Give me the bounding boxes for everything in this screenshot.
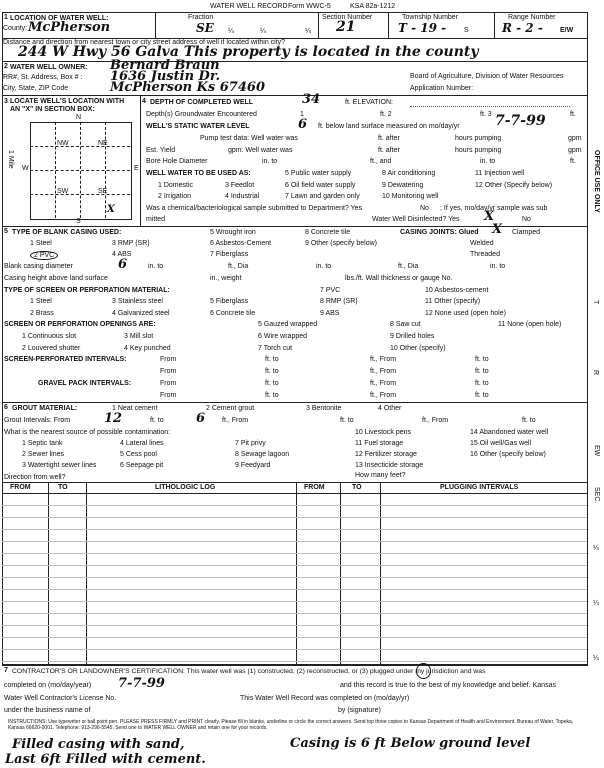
diameter-ft-dia: ft., Dia [228,263,249,270]
screen-asbestos[interactable]: 10 Asbestos-cement [425,287,489,294]
application-number[interactable]: Application Number: [410,85,474,92]
diameter-in-to: in. to [148,263,164,270]
disinfected-mark[interactable]: X [484,209,495,224]
gravel-to-2: ft. to [265,392,279,399]
note-left-2: Last 6ft Filled with cement. [5,752,206,767]
log-row-line [2,577,587,578]
casing-asbestos[interactable]: 6 Asbestos-Cement [210,240,272,247]
direction-label: Direction from well? [4,474,66,481]
range-label: Range Number [508,14,556,21]
pump-ft-after: ft. after [378,135,400,142]
yield-gpm: gpm [568,147,582,154]
use-other[interactable]: 12 Other (Specify below) [475,182,553,189]
grout-bentonite[interactable]: 3 Bentonite [306,405,342,412]
use-feedlot[interactable]: 3 Feedlot [225,182,255,189]
section1-label: LOCATION OF WATER WELL: [10,15,109,22]
casing-wrought-iron[interactable]: 5 Wrought iron [210,229,256,236]
cert-completed-label: completed on (mo/day/year) [4,682,92,689]
contam-cess[interactable]: 5 Cess pool [120,451,157,458]
est-yield-label: Est. Yield [146,147,176,154]
grout-ft-from-2: ft., From [422,417,449,424]
opening-wire[interactable]: 6 Wire wrapped [258,333,308,340]
fraction-field[interactable]: SE [196,21,214,35]
board-label: Board of Agriculture, Division of Water Resources [410,73,564,80]
openings-label: SCREEN OR PERFORATION OPENINGS ARE: [4,321,156,328]
north-label: N [76,114,82,121]
grout-from-field[interactable]: 12 [104,411,123,426]
opening-continuous[interactable]: 1 Continuous slot [22,333,77,340]
casing-diameter-field[interactable]: 6 [118,257,128,272]
gravel-to-1: ft. to [265,380,279,387]
opening-louvered[interactable]: 2 Louvered shutter [22,345,81,352]
contam-sewer[interactable]: 2 Sewer lines [22,451,65,458]
use-monitoring[interactable]: 10 Monitoring well [382,193,439,200]
perf-from-1: From [160,356,177,363]
quarter-mark-1: ¼ [228,28,234,35]
disinfected-label: Water Well Disinfected? Yes [372,216,460,223]
perf-ft-from-1: ft., From [370,356,397,363]
perf-ft-from-2: ft., From [370,368,397,375]
lithologic-header: LITHOLOGIC LOG [155,484,216,491]
contam-lagoon[interactable]: 8 Sewage lagoon [235,451,290,458]
casing-concrete-tile[interactable]: 8 Concrete tile [305,229,351,236]
county-field[interactable]: McPherson [28,20,111,35]
chem-sample-label: Was a chemical/bacteriological sample submitted to Department? Yes [146,205,363,212]
screen-none[interactable]: 12 None used (open hole) [425,310,506,317]
casing-joints-mark[interactable]: X [492,222,503,237]
casing-other[interactable]: 9 Other (specify below) [305,240,377,247]
grout-other[interactable]: 4 Other [378,405,402,412]
range-ew: E/W [560,27,574,34]
section-number-label: Section Number [322,14,373,21]
casing-joints-label: CASING JOINTS: Glued [400,229,479,236]
address-label: RR#, St. Address, Box # : [3,74,83,81]
note-right-1: Casing is 6 ft Below ground level [290,736,531,751]
casing-clamped[interactable]: Clamped [512,229,541,236]
log-row-line [2,517,587,518]
bore-ft: ft. [570,158,576,165]
sw-label: SW [57,188,69,195]
perf-to-1: ft. to [265,356,279,363]
contam-oil-gas[interactable]: 15 Oil well/Gas well [470,440,532,447]
log-row-line [2,553,587,554]
owner-label: WATER WELL OWNER: [10,64,88,71]
office-quarter-2: ¼ [593,600,599,607]
screen-galvanized[interactable]: 4 Galvanized steel [112,310,170,317]
distance-label: Distance and direction from nearest town or city street address of well if located within city? [3,39,286,46]
grout-cement-grout[interactable]: 2 Cement grout [206,405,255,412]
quarter-mark-2: ¼ [260,28,266,35]
log-row-line [2,541,587,542]
casing-wall: lbs./ft. Wall thickness or gauge No. [345,275,453,282]
opening-none[interactable]: 11 None (open hole) [498,321,562,328]
plugged-circle [416,663,431,679]
form-title: WATER WELL RECORD [210,3,288,10]
screen-other[interactable]: 11 Other (specify) [425,298,481,305]
chem-no[interactable]: No [420,205,429,212]
pump-test-label: Pump test data: Well water was [200,135,298,142]
diameter-ft-dia-2: ft., Dia [398,263,419,270]
perf-ft-to-1: ft. to [475,356,489,363]
log-row-line [2,565,587,566]
cert-license-label: Water Well Contractor's License No. [4,695,117,702]
east-label: E [134,165,139,172]
grout-ft-to-3: ft. to [522,417,536,424]
cert-line1: CONTRACTOR'S OR LANDOWNER'S CERTIFICATION: This water well was (1) constructed, (2) reconstructed, or (3) plugged under my jurisdiction and was [12,668,486,675]
section-number-field[interactable]: 21 [336,19,356,35]
static-field[interactable]: 6 [298,117,308,132]
est-yield-well: gpm: Well water was [228,147,293,154]
log-row-line [2,505,587,506]
opening-other[interactable]: 10 Other (specify) [390,345,446,352]
casing-steel[interactable]: 1 Steel [30,240,52,247]
gravel-ft-from-2: ft., From [370,392,397,399]
nw-label: NW [57,140,69,147]
casing-fiberglass[interactable]: 7 Fiberglass [210,251,249,258]
gravel-from-1: From [160,380,177,387]
log-row-line [2,529,587,530]
contam-livestock[interactable]: 10 Livestock pens [355,429,412,436]
contam-label: What is the nearest source of possible contamination: [4,429,171,436]
mile-label: 1 Mile [7,150,14,169]
perf-ft-to-2: ft. to [475,368,489,375]
use-oil-field[interactable]: 6 Oil field water supply [285,182,356,189]
groundwater-label: Depth(s) Groundwater Encountered [146,111,257,118]
yield-hours: hours pumping [455,147,502,154]
log-row-line [2,661,587,662]
county-label: County: [3,25,28,32]
screen-label: TYPE OF SCREEN OR PERFORATION MATERIAL: [4,287,170,294]
how-many-feet: How many feet? [355,472,406,479]
form-number: Form WWC-5 [288,3,331,10]
opening-torch[interactable]: 7 Torch cut [258,345,293,352]
gravel-from-2: From [160,392,177,399]
city-field[interactable]: McPherson Ks 67460 [110,80,265,95]
use-domestic[interactable]: 1 Domestic [158,182,194,189]
plug-to-header: TO [352,484,362,491]
gravel-label: GRAVEL PACK INTERVALS: [38,380,132,387]
casing-welded[interactable]: Welded [470,240,494,247]
contam-other[interactable]: 16 Other (specify below) [470,451,546,458]
use-industrial[interactable]: 4 Industrial [225,193,260,200]
disinfected-no[interactable]: No [522,216,531,223]
bore-in-to: in. to [262,158,278,165]
grout-ft-to: ft. to [150,417,164,424]
grout-to-field[interactable]: 6 [196,411,206,426]
cert-true-label: and this record is true to the best of my knowledge and belief. Kansas [340,682,556,689]
screen-abs[interactable]: 9 ABS [320,310,340,317]
opening-mill[interactable]: 3 Mill slot [124,333,154,340]
elevation-label: ft. ELEVATION: [345,99,393,106]
casing-threaded[interactable]: Threaded [470,251,500,258]
contam-feedyard[interactable]: 9 Feedyard [235,462,271,469]
gw-1: 1 [300,111,304,118]
west-label: W [22,165,29,172]
use-air-conditioning[interactable]: 8 Air conditioning [382,170,436,177]
use-dewatering[interactable]: 9 Dewatering [382,182,424,189]
owner-field[interactable]: Bernard Braun [110,58,220,73]
office-use-label: OFFICE USE ONLY [593,150,600,213]
contam-insecticide[interactable]: 13 Insecticide storage [355,462,424,469]
depth-label: DEPTH OF COMPLETED WELL [150,99,254,106]
use-public-water[interactable]: 5 Public water supply [285,170,352,177]
office-quarter-3: ¼ [593,655,599,662]
instructions-text: INSTRUCTIONS: Use typewriter or ball point pen. PLEASE PRESS FIRMLY and PRINT clearly. Please fill in blanks, underline or circle the correct answers. Send top three copies to Kansas Department of Health and Environment, Bureau of Water, Topeka, Kansas 66620-0001. Telephone: 913-296-5545. Send one to WATER WELL OWNER and retain one for your records. [8,719,574,731]
office-ew: EW [593,445,600,457]
contam-abandoned[interactable]: 14 Abandoned water well [470,429,549,436]
township-s: S [464,27,469,34]
use-lawn-garden[interactable]: 7 Lawn and garden only [285,193,360,200]
screen-pvc[interactable]: 7 PVC [320,287,341,294]
quarter-mark-3: ¼ [305,28,311,35]
south-label: S [76,218,81,225]
screen-concrete[interactable]: 6 Concrete tile [210,310,256,317]
screen-brass[interactable]: 2 Brass [30,310,54,317]
contam-lateral[interactable]: 4 Lateral lines [120,440,164,447]
yield-ft-after: ft. after [378,147,400,154]
contam-seepage[interactable]: 6 Seepage pit [120,462,164,469]
distance-field[interactable]: 244 W Hwy 56 Galva This property is located in the county [18,44,479,60]
screen-steel[interactable]: 1 Steel [30,298,52,305]
perf-label: SCREEN-PERFORATED INTERVALS: [4,356,127,363]
diameter-in-to-2: in. to [316,263,332,270]
casing-pvc-circled[interactable]: 2 PVC [30,251,58,260]
gravel-ft-to-1: ft. to [475,380,489,387]
perf-from-2: From [160,368,177,375]
gw-3: ft. 3 [480,111,492,118]
chem-mitted: mitted [146,216,166,223]
cert-signature-label: by (signature) [338,707,381,714]
screen-stainless[interactable]: 3 Stainless steel [112,298,163,305]
ksa-reference: KSA 82a-1212 [350,3,396,10]
contam-pit-privy[interactable]: 7 Pit privy [235,440,266,447]
cert-record-completed: This Water Well Record was completed on (mo/day/yr) [240,695,410,702]
well-location-mark: X [107,204,115,215]
cert-date-field[interactable]: 7-7-99 [118,676,165,691]
log-row-line [2,649,587,650]
bore-label: Bore Hole Diameter [146,158,208,165]
casing-label: TYPE OF BLANK CASING USED: [12,229,122,236]
gravel-ft-to-2: ft. to [475,392,489,399]
contam-septic[interactable]: 1 Septic tank [22,440,63,447]
casing-diameter-label: Blank casing diameter [4,263,73,270]
pump-hours: hours pumping [455,135,502,142]
opening-key[interactable]: 4 Key punched [124,345,171,352]
opening-saw-cut[interactable]: 8 Saw cut [390,321,421,328]
contam-fertilizer[interactable]: 12 Fertilizer storage [355,451,417,458]
chem-if: ; If yes, mo/day/yr sample was sub [440,205,548,212]
plugging-header: PLUGGING INTERVALS [440,484,519,491]
bore-ft-and: ft., and [370,158,392,165]
office-sec: SEC. [593,487,600,504]
log-row-line [2,637,587,638]
depth-field[interactable]: 34 [302,92,321,107]
bore-in-to-2: in. to [480,158,496,165]
casing-rmp[interactable]: 3 RMP (SR) [112,240,150,247]
use-injection-well[interactable]: 11 Injection well [475,170,525,177]
section-box[interactable] [30,122,132,220]
opening-drilled[interactable]: 9 Drilled holes [390,333,435,340]
plug-from-header: FROM [304,484,325,491]
grout-ft-from: ft., From [222,417,249,424]
office-r: R [592,370,599,376]
grout-intervals-label: Grout Intervals: From [4,417,71,424]
static-label: WELL'S STATIC WATER LEVEL [146,123,250,130]
grout-label: GROUT MATERIAL: [12,405,78,412]
static-mid: ft. below land surface measured on mo/day/yr [318,123,460,130]
casing-height-label: Casing height above land surface [4,275,108,282]
se-label: SE [98,188,108,195]
log-row-line [2,601,587,602]
contam-fuel[interactable]: 11 Fuel storage [355,440,404,447]
opening-gauzed[interactable]: 5 Gauzed wrapped [258,321,318,328]
township-label: Township Number [402,14,459,21]
gw-2: ft. 2 [380,111,392,118]
log-to-header: TO [58,484,68,491]
log-row-line [2,613,587,614]
fraction-label: Fraction [188,14,214,21]
log-from-header: FROM [10,484,31,491]
perf-to-2: ft. to [265,368,279,375]
grout-neat-cement[interactable]: 1 Neat cement [112,405,158,412]
log-row-line [2,589,587,590]
locate-label-2: AN "X" IN SECTION BOX: [10,106,95,113]
casing-weight: in., weight [210,275,242,282]
screen-rmp[interactable]: 8 RMP (SR) [320,298,358,305]
office-quarter-1: ¼ [593,545,599,552]
locate-label: LOCATE WELL'S LOCATION WITH [10,98,125,105]
log-row-line [2,625,587,626]
screen-fiberglass[interactable]: 5 Fiberglass [210,298,249,305]
gravel-ft-from-1: ft., From [370,380,397,387]
use-irrigation[interactable]: 2 Irrigation [158,193,192,200]
casing-abs[interactable]: 4 ABS [112,251,132,258]
city-label: City, State, ZIP Code [3,85,69,92]
address-field[interactable]: 1636 Justin Dr. [110,69,221,84]
diameter-in-to-3: in. to [490,263,506,270]
office-t: T [592,300,599,305]
static-date-field[interactable]: 7-7-99 [495,113,546,129]
contam-watertight[interactable]: 3 Watertight sewer lines [22,462,97,469]
cert-business-label: under the business name of [4,707,91,714]
pump-gpm: gpm [568,135,582,142]
note-left-1: Filled casing with sand, [12,737,185,752]
grout-ft-to-2: ft. to [340,417,354,424]
range-field[interactable]: R - 2 - [502,21,543,35]
gw-ft: ft. [570,111,576,118]
township-field[interactable]: T - 19 - [398,21,447,35]
use-label: WELL WATER TO BE USED AS: [146,170,251,177]
ne-label: NE [98,140,108,147]
